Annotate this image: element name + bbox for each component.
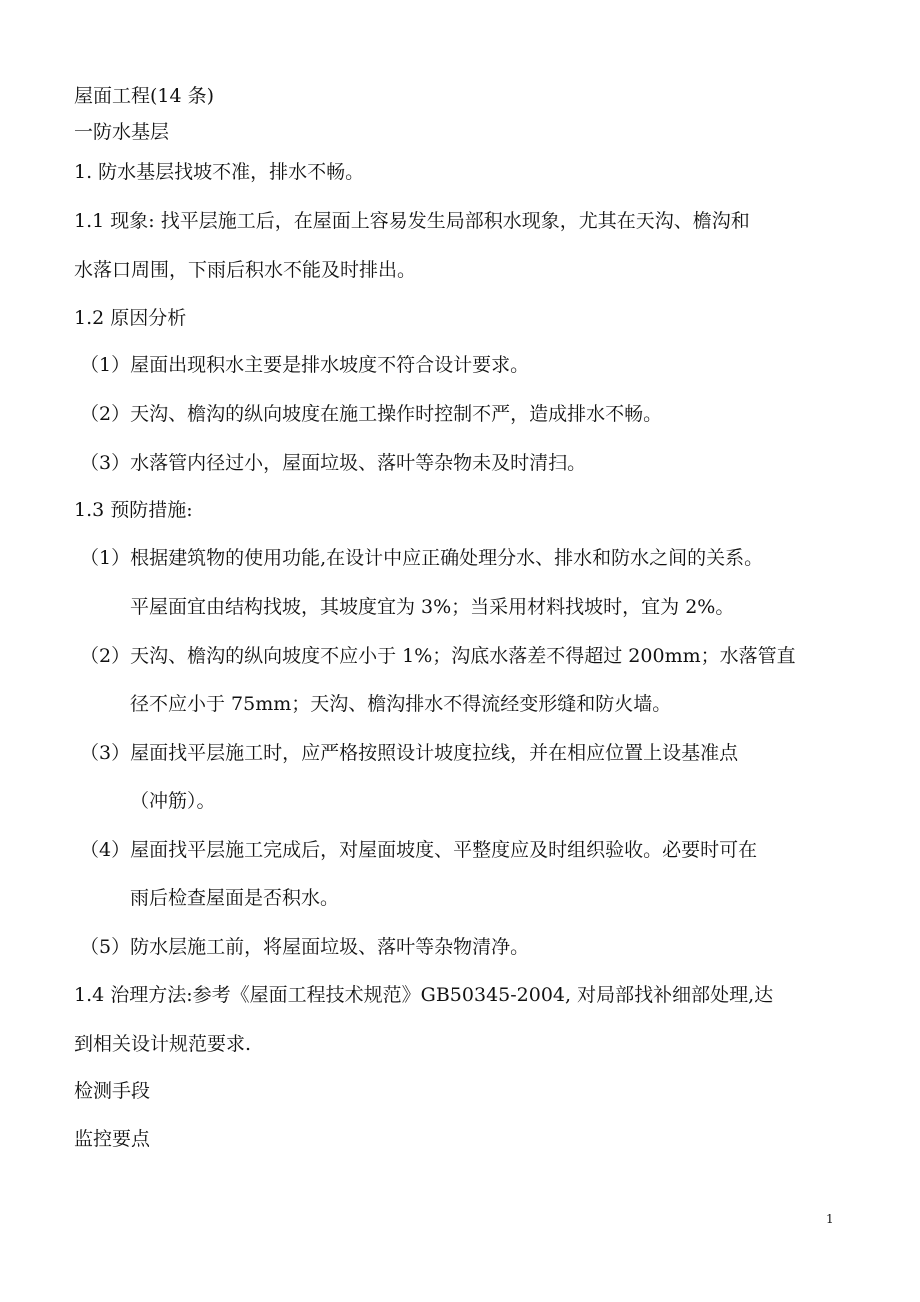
prevention-item-continuation: 雨后检查屋面是否积水。 <box>130 887 340 909</box>
phenomenon-line: 水落口周围，下雨后积水不能及时排出。 <box>74 259 417 281</box>
section-heading: 一防水基层 <box>74 121 170 143</box>
prevention-item: （1）根据建筑物的使用功能,在设计中应正确处理分水、排水和防水之间的关系。 <box>80 547 764 569</box>
prevention-item-continuation: 径不应小于 75mm；天沟、檐沟排水不得流经变形缝和防火墙。 <box>130 693 672 715</box>
item-heading: 1. 防水基层找坡不准，排水不畅。 <box>74 161 365 183</box>
monitoring-heading: 监控要点 <box>74 1128 151 1150</box>
cause-item: （1）屋面出现积水主要是排水坡度不符合设计要求。 <box>80 354 530 376</box>
document-title: 屋面工程(14 条) <box>74 85 215 107</box>
inspection-heading: 检测手段 <box>74 1080 151 1102</box>
treatment-line: 到相关设计规范要求. <box>74 1033 252 1055</box>
cause-item: （2）天沟、檐沟的纵向坡度在施工操作时控制不严，造成排水不畅。 <box>80 403 663 425</box>
cause-heading: 1.2 原因分析 <box>74 307 187 329</box>
cause-item: （3）水落管内径过小，屋面垃圾、落叶等杂物未及时清扫。 <box>80 452 587 474</box>
phenomenon-line: 1.1 现象: 找平层施工后，在屋面上容易发生局部积水现象，尤其在天沟、檐沟和 <box>74 210 750 232</box>
page-number: 1 <box>826 1212 834 1226</box>
prevention-item: （2）天沟、檐沟的纵向坡度不应小于 1%；沟底水落差不得超过 200mm；水落管直 <box>80 645 796 667</box>
prevention-item: （5）防水层施工前，将屋面垃圾、落叶等杂物清净。 <box>80 936 530 958</box>
prevention-heading: 1.3 预防措施: <box>74 499 193 521</box>
treatment-line: 1.4 治理方法:参考《屋面工程技术规范》GB50345-2004, 对局部找补细部处理,达 <box>74 984 774 1006</box>
prevention-item-continuation: （冲筋）。 <box>130 790 216 812</box>
prevention-item-continuation: 平屋面宜由结构找坡，其坡度宜为 3%；当采用材料找坡时，宜为 2%。 <box>130 596 735 618</box>
prevention-item: （4）屋面找平层施工完成后，对屋面坡度、平整度应及时组织验收。必要时可在 <box>80 839 758 861</box>
prevention-item: （3）屋面找平层施工时，应严格按照设计坡度拉线，并在相应位置上设基准点 <box>80 742 739 764</box>
